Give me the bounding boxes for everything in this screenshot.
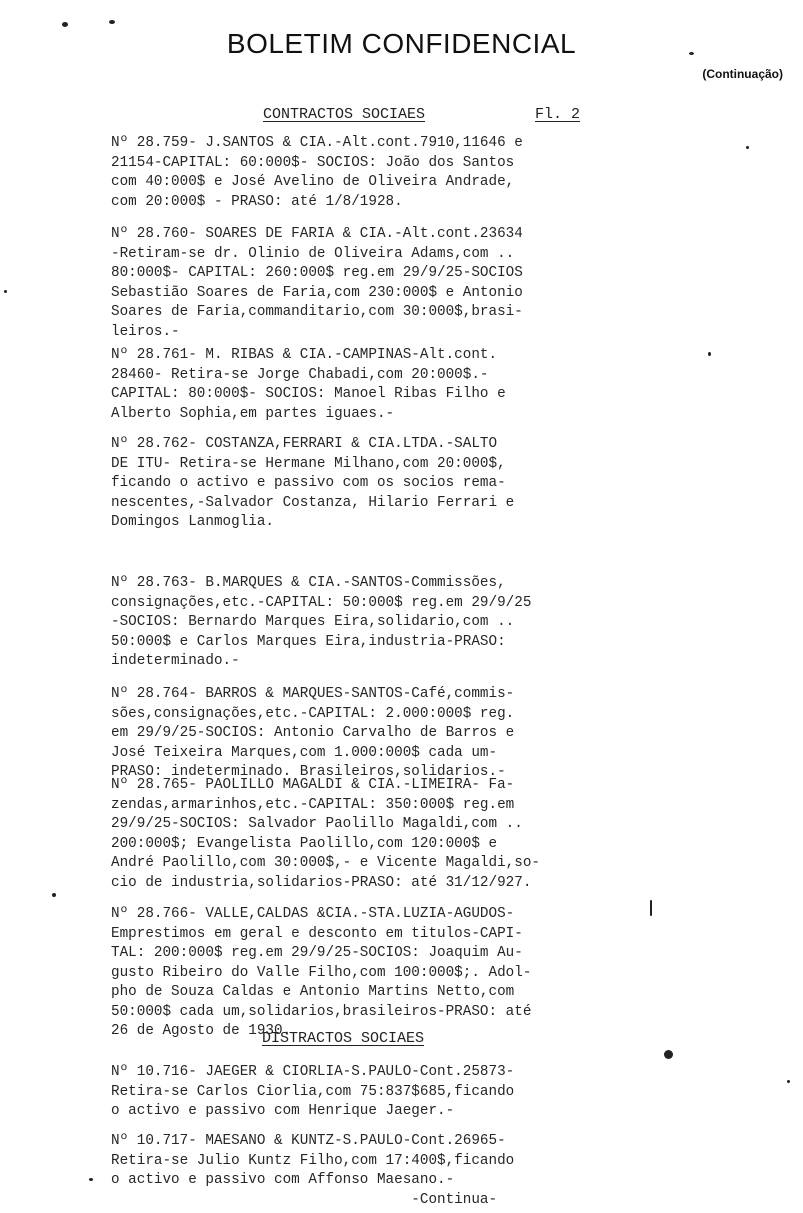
entry-line: 80:000$- CAPITAL: 260:000$ reg.em 29/9/25-SOCIOS <box>111 265 523 281</box>
entry-line: Nº 28.763- B.MARQUES & CIA.-SANTOS-Commissões, <box>111 575 506 591</box>
entry-line: 29/9/25-SOCIOS: Salvador Paolillo Magaldi,com .. <box>111 816 523 832</box>
entry-line: consignações,etc.-CAPITAL: 50:000$ reg.em 29/9/25 <box>111 594 532 611</box>
entry-line: DE ITU- Retira-se Hermane Milhano,com 20:000$, <box>111 455 506 472</box>
scan-speck <box>708 352 711 356</box>
section-heading-contratos: CONTRACTOS SOCIAES <box>263 106 426 123</box>
entry-line: Nº 28.765- PAOLILLO MAGALDI & CIA.-LIMEIRA- Fa- <box>111 777 515 793</box>
entry-line: com 20:000$ - PRASO: até 1/8/1928. <box>111 193 403 210</box>
entry-line: zendas,armarinhos,etc.-CAPITAL: 350:000$ reg.em <box>111 796 515 813</box>
scan-speck <box>4 290 7 293</box>
entry-line: Retira-se Julio Kuntz Filho,com 17:400$,ficando <box>111 1152 515 1169</box>
contract-entry <box>111 346 751 424</box>
scan-speck <box>787 1080 790 1083</box>
entry-line: Nº 28.760- SOARES DE FARIA & CIA.-Alt.cont.23634 <box>111 226 523 242</box>
continuation-note: (Continuação) <box>702 67 783 81</box>
contract-entry <box>111 435 751 533</box>
entry-line: Nº 10.717- MAESANO & KUNTZ-S.PAULO-Cont.26965- <box>111 1133 506 1149</box>
entry-line: 26 de Agosto de 1930. <box>111 1023 292 1039</box>
entry-line: Nº 28.761- M. RIBAS & CIA.-CAMPINAS-Alt.cont. <box>111 347 498 363</box>
contract-entry <box>111 134 751 212</box>
scan-speck <box>689 52 694 55</box>
entry-line: Nº 10.716- JAEGER & CIORLIA-S.PAULO-Cont.25873- <box>111 1064 515 1080</box>
entry-line: o activo e passivo com Henrique Jaeger.- <box>111 1103 455 1119</box>
entry-line: nescentes,-Salvador Costanza, Hilario Ferrari e <box>111 494 515 511</box>
entry-line: CAPITAL: 80:000$- SOCIOS: Manoel Ribas Filho e <box>111 386 506 402</box>
entry-line: Nº 28.759- J.SANTOS & CIA.-Alt.cont.7910,11646 e <box>111 135 523 151</box>
entry-line: 21154-CAPITAL: 60:000$- SOCIOS: João dos Santos <box>111 154 515 171</box>
entry-line: José Teixeira Marques,com 1.000:000$ cada um- <box>111 744 498 761</box>
scan-speck <box>62 22 68 27</box>
entry-line: Soares de Faria,commanditario,com 30:000$,brasi- <box>111 304 523 320</box>
contract-entry <box>111 905 751 1042</box>
entry-line: Retira-se Carlos Ciorlia,com 75:837$685,ficando <box>111 1083 515 1100</box>
contract-entry <box>111 225 751 342</box>
entry-line: com 40:000$ e José Avelino de Oliveira Andrade, <box>111 174 515 190</box>
entry-line: gusto Ribeiro do Valle Filho,com 100:000$;. Adol- <box>111 964 532 981</box>
entry-line: 200:000$; Evangelista Paolillo,com 120:000$ e <box>111 835 498 852</box>
scan-speck <box>650 900 652 916</box>
entry-line: Emprestimos em geral e desconto em titulos-CAPI- <box>111 925 523 942</box>
entry-line: pho de Souza Caldas e Antonio Martins Netto,com <box>111 984 515 1000</box>
entry-line: Nº 28.762- COSTANZA,FERRARI & CIA.LTDA.-SALTO <box>111 436 498 452</box>
section-heading-distratos: DISTRACTOS SOCIAES <box>262 1030 425 1047</box>
entry-line: Nº 28.766- VALLE,CALDAS &CIA.-STA.LUZIA-AGUDOS- <box>111 906 515 922</box>
entry-line: André Paolillo,com 30:000$,- e Vicente Magaldi,so- <box>111 855 540 871</box>
contract-entry <box>111 574 751 672</box>
entry-line: sões,consignações,etc.-CAPITAL: 2.000:000$ reg. <box>111 705 515 722</box>
entry-line: 50:000$ cada um,solidarios,brasileiros-PRASO: até <box>111 1003 532 1020</box>
entry-line: 28460- Retira-se Jorge Chabadi,com 20:000$.- <box>111 366 489 383</box>
contract-entry <box>111 776 751 893</box>
entry-line: Sebastião Soares de Faria,com 230:000$ e Antonio <box>111 284 523 301</box>
entry-line: indeterminado.- <box>111 653 240 669</box>
entry-line: 50:000$ e Carlos Marques Eira,industria-PRASO: <box>111 633 506 650</box>
scan-speck <box>52 893 56 897</box>
scan-speck <box>746 146 749 149</box>
distract-entry <box>111 1132 751 1210</box>
document-title: BOLETIM CONFIDENCIAL <box>226 28 577 59</box>
entry-line: o activo e passivo com Affonso Maesano.- <box>111 1172 455 1188</box>
entry-line: Nº 28.764- BARROS & MARQUES-SANTOS-Café,commis- <box>111 686 515 702</box>
entry-line: cio de industria,solidarios-PRASO: até 31/12/927. <box>111 874 532 891</box>
scan-speck <box>664 1050 673 1059</box>
entry-line: Domingos Lanmoglia. <box>111 514 275 530</box>
entry-line: ficando o activo e passivo com os socios rema- <box>111 475 506 491</box>
sheet-number: Fl. 2 <box>535 106 581 123</box>
entry-line: TAL: 200:000$ reg.em 29/9/25-SOCIOS: Joaquim Au- <box>111 945 523 961</box>
contract-entry <box>111 685 751 783</box>
entry-line: leiros.- <box>111 323 180 340</box>
entry-line: em 29/9/25-SOCIOS: Antonio Carvalho de Barros e <box>111 725 515 741</box>
distract-entry <box>111 1063 751 1122</box>
scan-speck <box>89 1178 93 1181</box>
entry-line: -Retiram-se dr. Olinio de Oliveira Adams,com .. <box>111 245 515 262</box>
entry-line: Alberto Sophia,em partes iguaes.- <box>111 405 395 422</box>
entry-line: -Continua- <box>111 1191 498 1208</box>
entry-line: PRASO: indeterminado. Brasileiros,solidarios.- <box>111 764 506 780</box>
entry-line: -SOCIOS: Bernardo Marques Eira,solidario,com .. <box>111 614 515 630</box>
scan-speck <box>109 20 115 24</box>
